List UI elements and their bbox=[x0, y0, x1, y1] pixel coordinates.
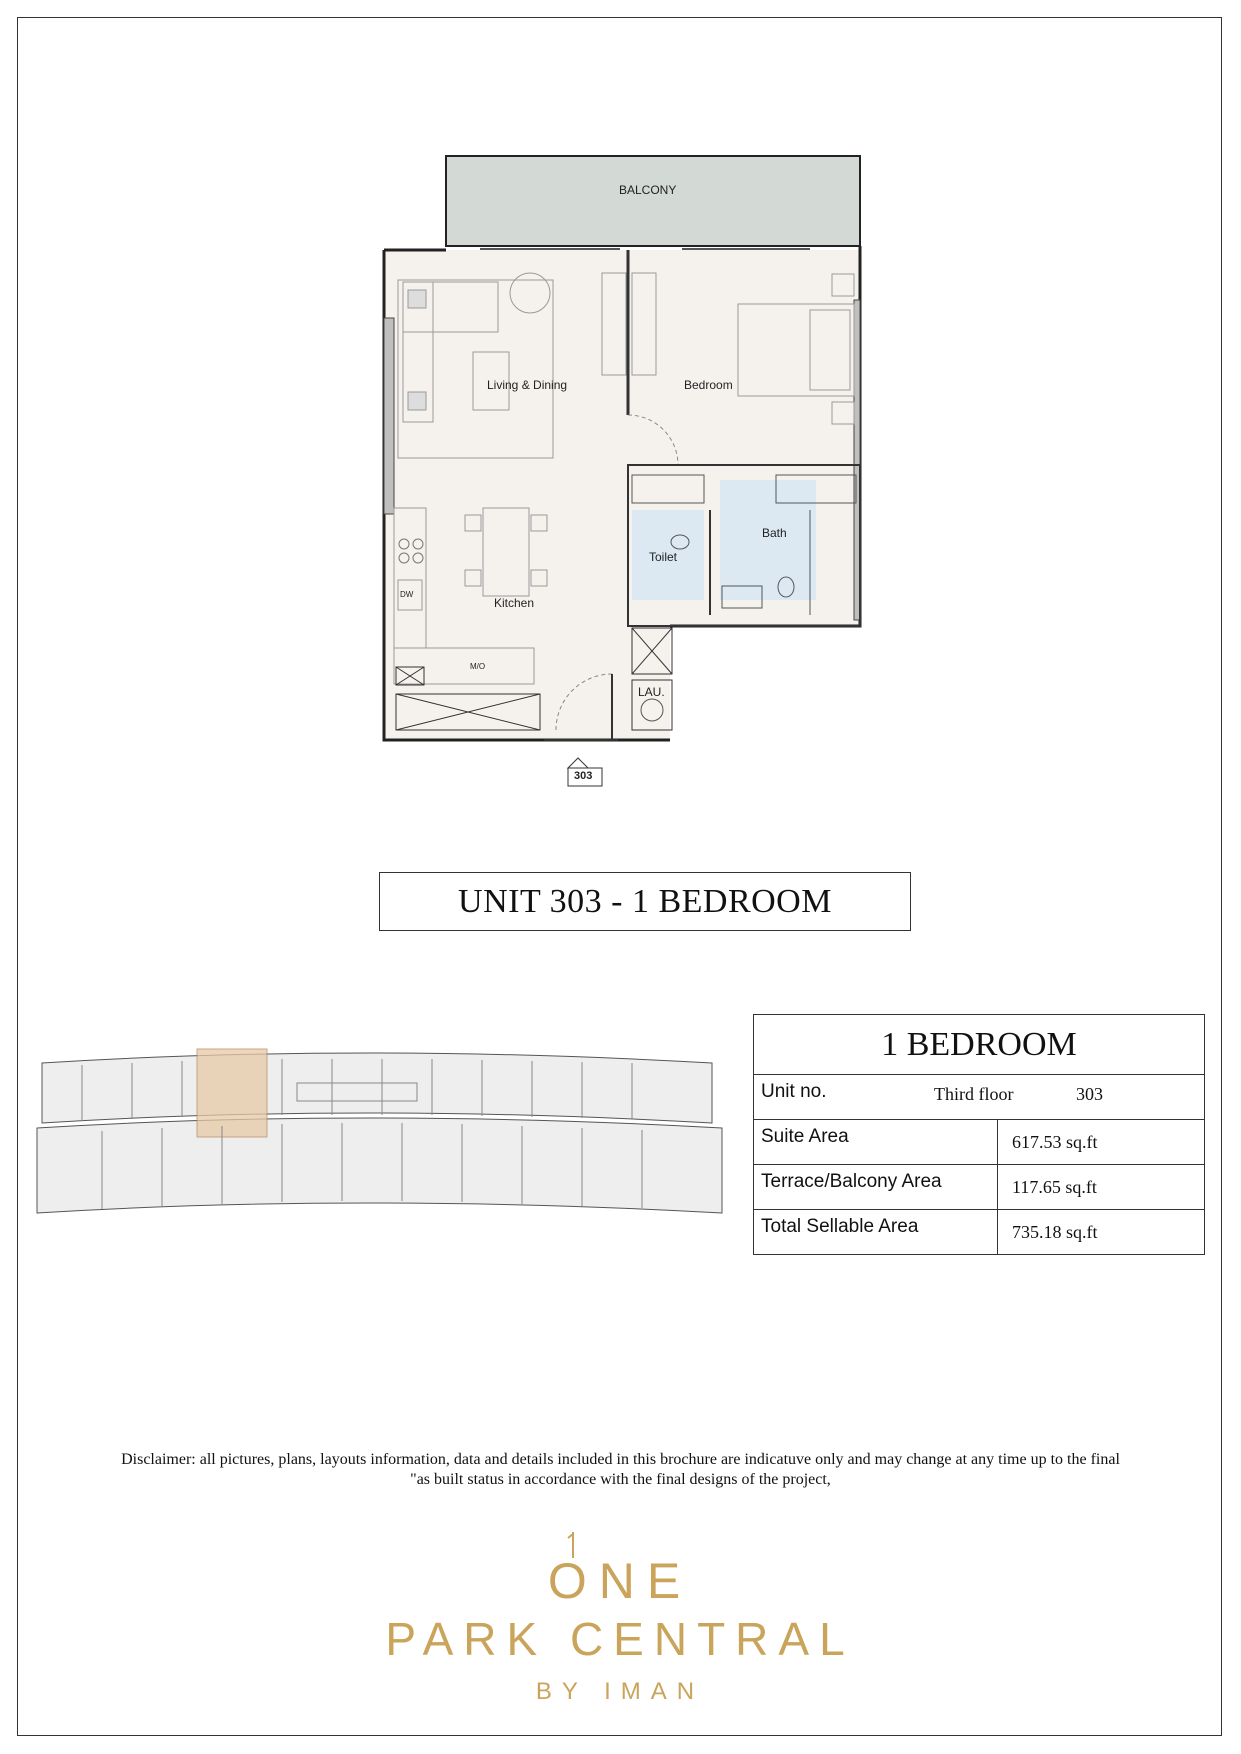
unit-floor-plan bbox=[370, 150, 890, 790]
balcony-area-label: Terrace/Balcony Area bbox=[754, 1165, 998, 1209]
appliance-label-microwave: M/O bbox=[470, 662, 486, 671]
info-row-total-area bbox=[754, 1210, 1204, 1254]
floor-plan-drawing bbox=[370, 150, 890, 790]
building-key-plan bbox=[32, 1043, 732, 1223]
info-row-suite-area bbox=[754, 1120, 1204, 1165]
logo-line-park-central: PARK CENTRAL bbox=[385, 1613, 855, 1665]
appliance-label-dishwasher: DW bbox=[400, 590, 414, 599]
balcony-area-value: 117.65 sq.ft bbox=[1012, 1177, 1097, 1197]
unit-floor-value: Third floor bbox=[934, 1084, 1014, 1104]
unit-info-table bbox=[753, 1014, 1205, 1255]
key-plan-drawing bbox=[32, 1043, 732, 1223]
unit-number-label: Unit no. bbox=[761, 1081, 827, 1102]
info-row-unit bbox=[754, 1075, 1204, 1120]
info-row-balcony-area bbox=[754, 1165, 1204, 1210]
total-area-label: Total Sellable Area bbox=[754, 1210, 998, 1254]
disclaimer-line-1: Disclaimer: all pictures, plans, layouts information, data and details included in this brochure are indicatuve only and may change at any time up to the final bbox=[121, 1451, 1120, 1468]
suite-area-label: Suite Area bbox=[754, 1120, 998, 1164]
room-label-bedroom: Bedroom bbox=[684, 378, 733, 392]
brand-logo bbox=[370, 1530, 870, 1710]
room-label-laundry: LAU. bbox=[638, 685, 665, 699]
room-label-balcony: BALCONY bbox=[619, 183, 677, 197]
room-label-kitchen: Kitchen bbox=[494, 596, 535, 610]
room-label-living-dining: Living & Dining bbox=[487, 378, 568, 392]
room-label-bath: Bath bbox=[762, 526, 787, 540]
logo-line-by-iman: BY IMAN bbox=[535, 1678, 705, 1705]
disclaimer-line-2: "as built status in accordance with the final designs of the project, bbox=[410, 1471, 831, 1488]
logo-line-one: ONE bbox=[547, 1553, 693, 1609]
unit-number-value: 303 bbox=[1076, 1084, 1103, 1104]
room-label-toilet: Toilet bbox=[649, 550, 678, 564]
entrance-unit-tag: 303 bbox=[574, 770, 593, 782]
info-table-heading: 1 BEDROOM bbox=[754, 1015, 1204, 1075]
disclaimer bbox=[60, 1450, 1181, 1490]
suite-area-value: 617.53 sq.ft bbox=[1012, 1132, 1098, 1152]
unit-title: UNIT 303 - 1 BEDROOM bbox=[379, 872, 911, 931]
total-area-value: 735.18 sq.ft bbox=[1012, 1222, 1098, 1242]
